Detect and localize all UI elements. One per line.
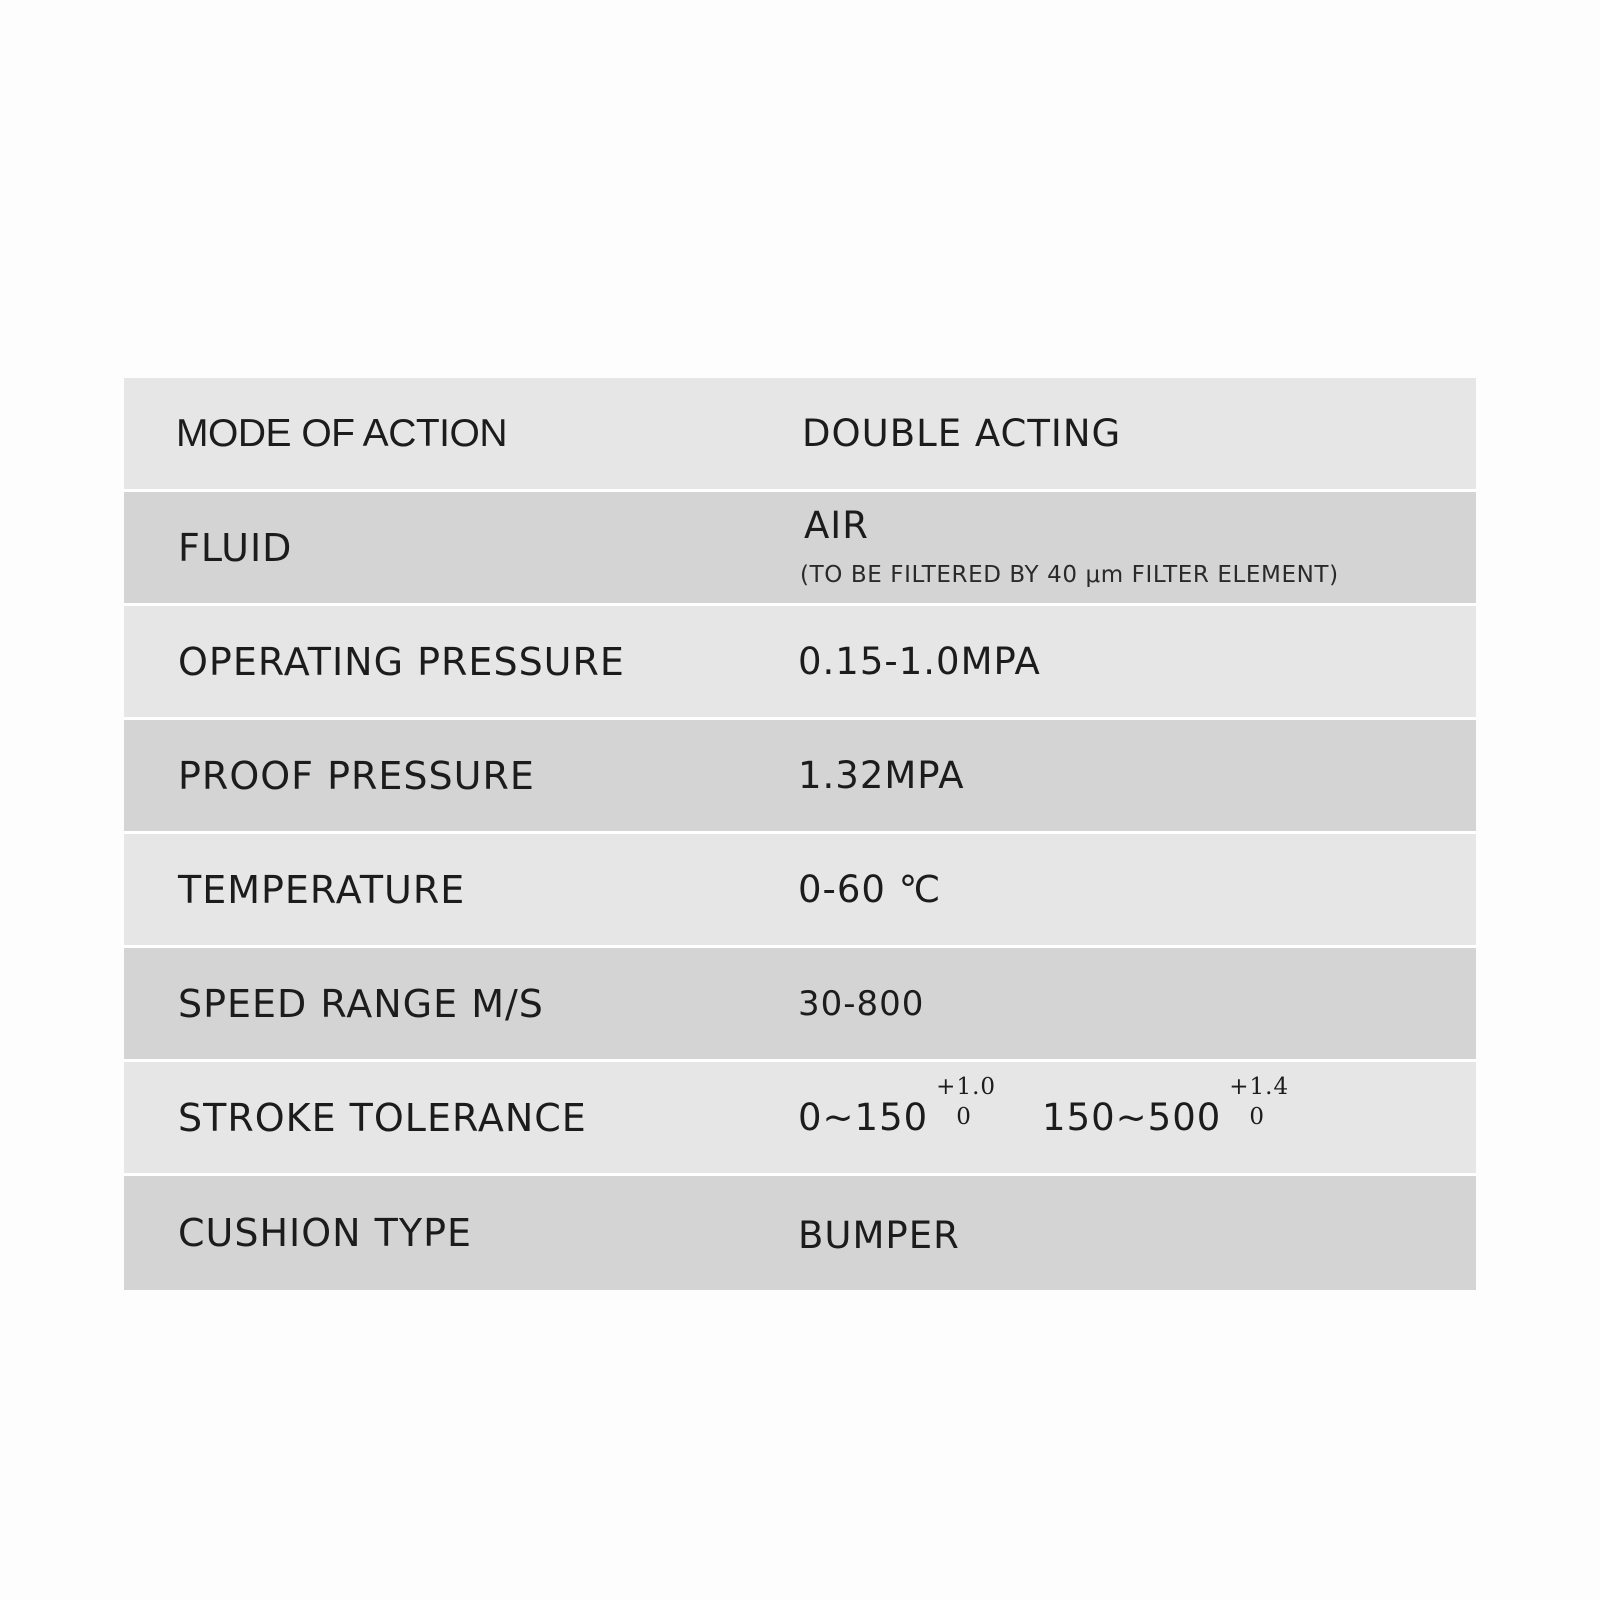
spec-value: BUMPER xyxy=(798,1214,960,1257)
spec-value: 30-800 xyxy=(798,983,925,1024)
tolerance-upper: +1.0 xyxy=(936,1073,997,1100)
spec-value: AIR xyxy=(804,504,869,547)
spec-label: TEMPERATURE xyxy=(178,867,466,912)
spec-label: MODE OF ACTION xyxy=(176,411,508,455)
spec-label: STROKE TOLERANCE xyxy=(178,1095,587,1140)
spec-label: PROOF PRESSURE xyxy=(178,753,535,798)
tolerance-lower: 0 xyxy=(956,1103,972,1130)
spec-label: SPEED RANGE M/S xyxy=(178,981,544,1026)
spec-value: 0.15-1.0MPA xyxy=(798,640,1041,683)
spec-value: 1.32MPA xyxy=(798,754,965,797)
spec-row-operating-pressure xyxy=(124,606,1476,720)
tolerance-range: 150~500 xyxy=(1042,1096,1222,1139)
tolerance-item xyxy=(798,1073,997,1148)
spec-table xyxy=(124,378,1476,1290)
spec-row-stroke-tolerance xyxy=(124,1062,1476,1176)
spec-row-mode-of-action xyxy=(124,378,1476,492)
spec-label: CUSHION TYPE xyxy=(178,1211,473,1255)
spec-value-note: (TO BE FILTERED BY 40 μm FILTER ELEMENT) xyxy=(800,562,1339,588)
tolerance-limits xyxy=(1229,1072,1289,1132)
spec-row-temperature xyxy=(124,834,1476,948)
spec-label: OPERATING PRESSURE xyxy=(178,639,625,684)
spec-value: DOUBLE ACTING xyxy=(802,412,1122,455)
spec-value-group xyxy=(800,504,1339,590)
spec-row-fluid xyxy=(124,492,1476,606)
tolerance-range: 0~150 xyxy=(798,1096,929,1139)
spec-row-proof-pressure xyxy=(124,720,1476,834)
spec-label: FLUID xyxy=(178,525,293,570)
tolerance-item xyxy=(1042,1073,1290,1148)
spec-value-group xyxy=(798,1062,1335,1173)
spec-row-cushion-type xyxy=(124,1176,1476,1290)
tolerance-upper: +1.4 xyxy=(1229,1073,1290,1100)
tolerance-lower: 0 xyxy=(1249,1103,1266,1130)
spec-row-speed-range xyxy=(124,948,1476,1062)
spec-value: 0-60 ℃ xyxy=(798,868,942,911)
tolerance-limits xyxy=(936,1072,996,1132)
